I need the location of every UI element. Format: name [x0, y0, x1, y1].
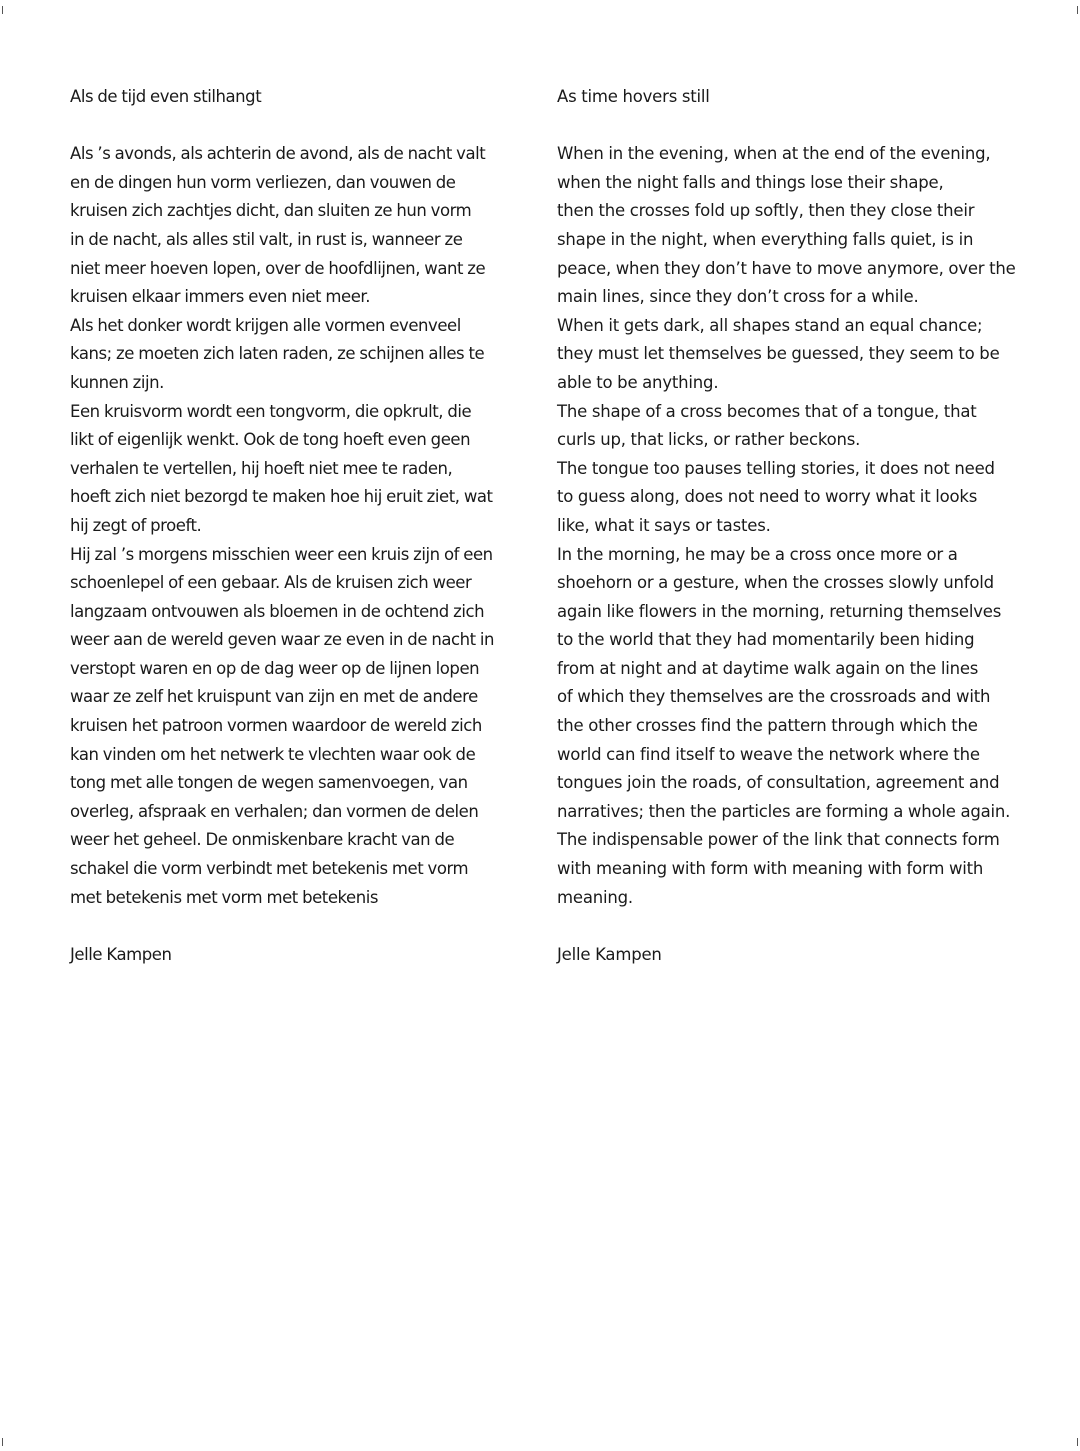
poem-line: en de dingen hun vorm verliezen, dan vouwen de	[70, 172, 456, 192]
english-title: As time hovers still	[557, 87, 710, 106]
poem-line: of which they themselves are the crossroads and with	[557, 687, 991, 707]
poem-line: langzaam ontvouwen als bloemen in de ochtend zich	[70, 601, 485, 621]
crop-mark-top-left	[2, 6, 3, 14]
poem-line: The shape of a cross becomes that of a tongue, that	[557, 401, 977, 421]
poem-line: when the night falls and things lose their shape,	[557, 172, 944, 192]
poem-line: with meaning with form with meaning with form with	[557, 859, 984, 879]
poem-line: verstopt waren en op de dag weer op de lijnen lopen	[70, 658, 480, 678]
crop-mark-bottom-left	[2, 1438, 3, 1446]
poem-line: tong met alle tongen de wegen samenvoegen, van	[70, 773, 468, 793]
poem-line: The tongue too pauses telling stories, it does not need	[557, 458, 995, 478]
dutch-author: Jelle Kampen	[70, 944, 172, 964]
dutch-title: Als de tijd even stilhangt	[70, 87, 262, 106]
poem-line: kans; ze moeten zich laten raden, ze schijnen alles te	[70, 344, 485, 364]
poem-line: the other crosses find the pattern through which the	[557, 716, 978, 736]
poem-line: kruisen zich zachtjes dicht, dan sluiten ze hun vorm	[70, 201, 472, 221]
poem-line: curls up, that licks, or rather beckons.	[557, 430, 861, 450]
poem-line: weer het geheel. De onmiskenbare kracht van de	[70, 830, 455, 850]
poem-line: overleg, afspraak en verhalen; dan vormen de delen	[70, 801, 479, 821]
poem-line: shoehorn or a gesture, when the crosses slowly unfold	[557, 573, 994, 593]
poem-line: kruisen elkaar immers even niet meer.	[70, 287, 371, 307]
poem-line: from at night and at daytime walk again on the lines	[557, 658, 979, 678]
poem-line: kruisen het patroon vormen waardoor de wereld zich	[70, 716, 482, 736]
poem-line: to guess along, does not need to worry what it looks	[557, 487, 978, 507]
poem-line: niet meer hoeven lopen, over de hoofdlijnen, want ze	[70, 258, 486, 278]
poem-line: schakel die vorm verbindt met betekenis met vorm	[70, 859, 469, 879]
poem-line: again like flowers in the morning, returning themselves	[557, 601, 1002, 621]
poem-line: hoeft zich niet bezorgd te maken hoe hij eruit ziet, wat	[70, 487, 493, 507]
poem-line: able to be anything.	[557, 372, 719, 392]
poem-line: verhalen te vertellen, hij hoeft niet mee te raden,	[70, 458, 453, 478]
poem-line: Als het donker wordt krijgen alle vormen evenveel	[70, 315, 461, 335]
poem-line: like, what it says or tastes.	[557, 515, 771, 535]
crop-mark-top-right	[1077, 6, 1078, 14]
crop-mark-bottom-right	[1077, 1438, 1078, 1446]
poem-line: in de nacht, als alles stil valt, in rust is, wanneer ze	[70, 229, 463, 249]
poem-line: Als ’s avonds, als achterin de avond, als de nacht valt	[70, 144, 486, 164]
poem-line: met betekenis met vorm met betekenis	[70, 887, 379, 907]
poem-line: Hij zal ’s morgens misschien weer een kruis zijn of een	[70, 544, 493, 564]
poem-line: main lines, since they don’t cross for a while.	[557, 287, 919, 307]
poem-line: waar ze zelf het kruispunt van zijn en met de andere	[70, 687, 478, 707]
poem-line: The indispensable power of the link that connects form	[557, 830, 1000, 850]
poem-line: then the crosses fold up softly, then they close their	[557, 201, 975, 221]
title-spacer	[557, 112, 1067, 141]
poem-line: they must let themselves be guessed, they seem to be	[557, 344, 1000, 364]
english-poem	[557, 140, 1067, 912]
english-author: Jelle Kampen	[557, 944, 662, 964]
poem-line: world can find itself to weave the network where the	[557, 744, 980, 764]
poem-line: kunnen zijn.	[70, 372, 164, 392]
poem-line: narratives; then the particles are forming a whole again.	[557, 801, 1011, 821]
dutch-poem	[70, 140, 540, 912]
poem-line: likt of eigenlijk wenkt. Ook de tong hoeft even geen	[70, 430, 471, 450]
poem-line: When in the evening, when at the end of the evening,	[557, 144, 991, 164]
poem-line: shape in the night, when everything falls quiet, is in	[557, 229, 974, 249]
poem-line: weer aan de wereld geven waar ze even in de nacht in	[70, 630, 495, 650]
poem-line: In the morning, he may be a cross once more or a	[557, 544, 958, 564]
poem-line: tongues join the roads, of consultation, agreement and	[557, 773, 1000, 793]
author-spacer	[557, 912, 1067, 941]
english-column	[557, 83, 1067, 969]
poem-line: hij zegt of proeft.	[70, 515, 202, 535]
poem-line: to the world that they had momentarily been hiding	[557, 630, 975, 650]
poem-line: Een kruisvorm wordt een tongvorm, die opkrult, die	[70, 401, 472, 421]
title-spacer	[70, 112, 540, 141]
poem-line: schoenlepel of een gebaar. Als de kruisen zich weer	[70, 573, 472, 593]
poem-line: When it gets dark, all shapes stand an equal chance;	[557, 315, 983, 335]
poem-line: meaning.	[557, 887, 633, 907]
author-spacer	[70, 912, 540, 941]
poem-line: kan vinden om het netwerk te vlechten waar ook de	[70, 744, 476, 764]
poem-line: peace, when they don’t have to move anymore, over the	[557, 258, 1016, 278]
dutch-column	[70, 83, 540, 969]
